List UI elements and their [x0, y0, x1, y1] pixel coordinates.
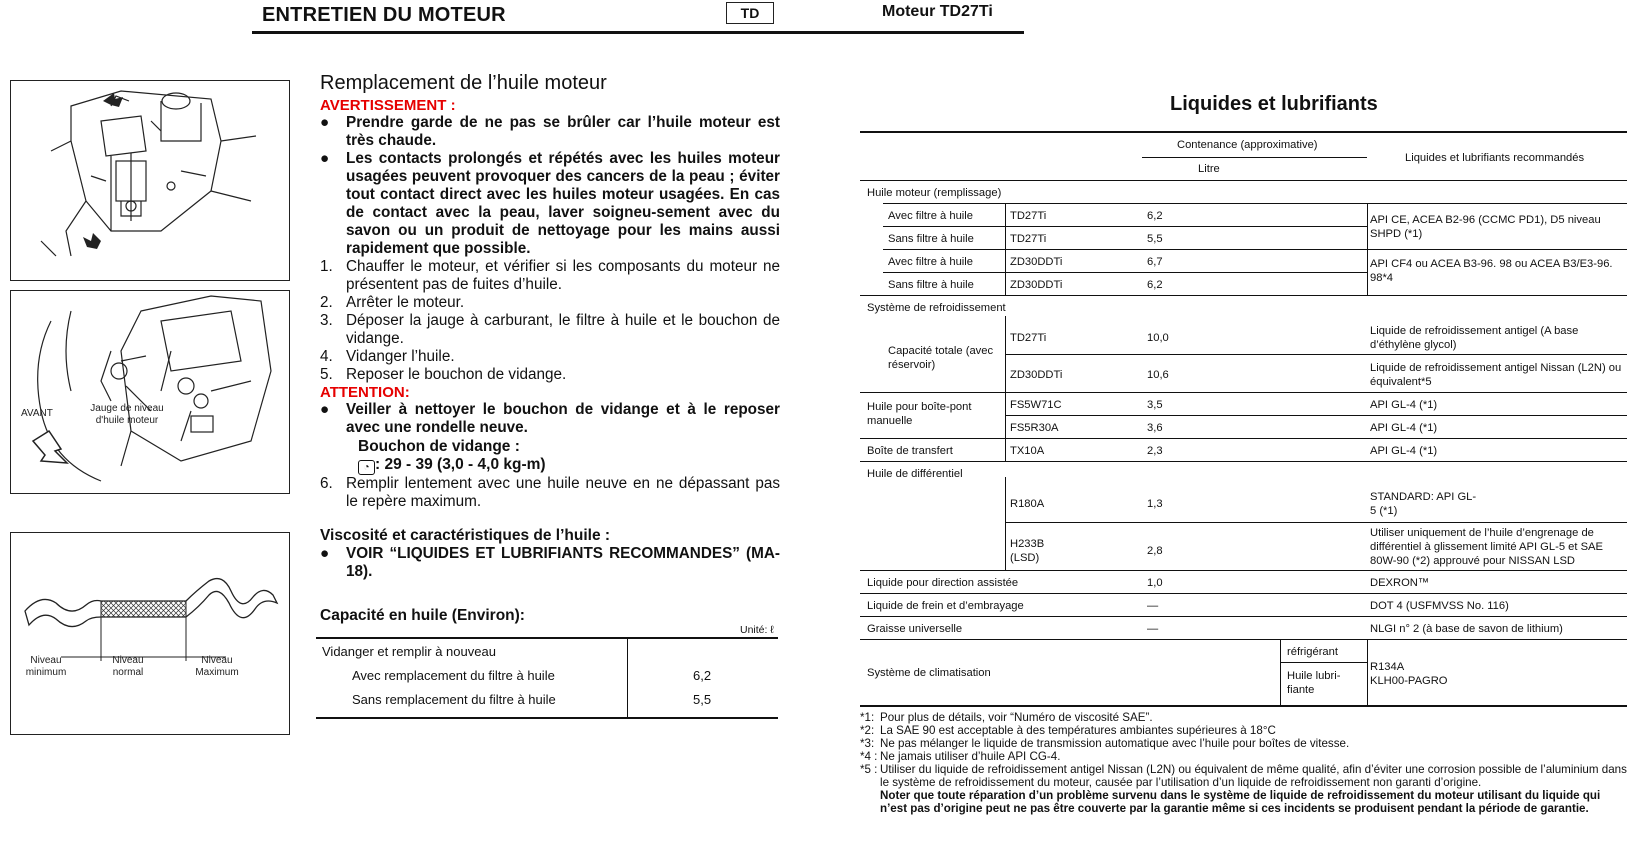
table-cell: API GL-4 (*1)	[1370, 422, 1438, 434]
table-cell: DEXRON™	[1370, 577, 1430, 589]
table-cell: —	[1147, 623, 1159, 635]
table-cell: Huile lubri-fiante	[1287, 670, 1341, 696]
level-normal-label: Niveau normal	[112, 655, 144, 678]
table-cell: TD27Ti	[1010, 233, 1047, 245]
table-divider	[627, 639, 628, 717]
warning-item: ● Prendre garde de ne pas se brûler car l’huile moteur est très chaude.	[320, 114, 780, 149]
table-cell: API CE, ACEA B2-96 (CCMC PD1), D5 niveau SHPD (*1)	[1370, 214, 1601, 240]
dipstick-location-illustration	[10, 290, 290, 494]
unit-header: Litre	[1198, 163, 1220, 175]
fluids-table-title: Liquides et lubrifiants	[1170, 93, 1378, 115]
level-min-label: Niveau minimum	[25, 655, 67, 678]
step-item: 2. Arrêter le moteur.	[320, 294, 465, 311]
engine-oil-label: Huile moteur (remplissage)	[867, 187, 1002, 199]
table-cell: TX10A	[1010, 445, 1045, 457]
table-cell: R134A	[1370, 661, 1405, 673]
step-item: 5. Reposer le bouchon de vidange.	[320, 366, 567, 383]
warning-item: ● Les contacts prolongés et répétés avec les huiles moteur usagées peuvent provoquer des cancers de la peau ; éviter tout contact direct avec les huiles moteur usagées. En cas de contact avec la peau, laver soigneu-sement avec du savon ou un produit de nettoyage pour les mains aussi rapidement que possible.	[320, 150, 780, 257]
table-cell: 2,3	[1147, 445, 1163, 457]
footnote: *1: Pour plus de détails, voir “Numéro de viscosité SAE”.	[860, 711, 1153, 724]
page-section-title: ENTRETIEN DU MOTEUR	[262, 4, 506, 26]
warning-label: AVERTISSEMENT :	[320, 97, 456, 114]
step-item: 4. Vidanger l’huile.	[320, 348, 455, 365]
table-cell: Graisse universelle	[867, 623, 963, 635]
table-cell: STANDARD: API GL-5 (*1)	[1370, 491, 1477, 517]
table-cell: API CF4 ou ACEA B3-96. 98 ou ACEA B3/E3-96. 98*4	[1370, 258, 1613, 284]
table-cell: R180A	[1010, 498, 1045, 510]
footnote-warranty: Noter que toute réparation d’un problème survenu dans le système de liquide de refroidissement du moteur utilisant du liquide qui n’est pas d’origine peut ne pas être couverte par la garantie même si ces incidents se produisent pendant la période de garantie.	[880, 789, 1601, 815]
engine-drawing-icon	[11, 81, 289, 280]
table-cell: Utiliser uniquement de l’huile d’engrenage de différentiel à glissement limité API GL-5 et SAE 80W-90 (*2) approuvé pour NISSAN LSD	[1370, 527, 1603, 567]
oil-level-dipstick-figure	[10, 532, 290, 735]
table-cell: TD27Ti	[1010, 210, 1047, 222]
table-cell: FS5W71C	[1010, 399, 1062, 411]
table-cell: Capacité totale (avec réservoir)	[888, 345, 994, 371]
table-cell: ZD30DDTi	[1010, 256, 1063, 268]
table-cell: NLGI n° 2 (à base de savon de lithium)	[1370, 623, 1563, 635]
oil-filler-illustration	[10, 80, 290, 281]
table-cell: ZD30DDTi	[1010, 279, 1063, 291]
table-rule	[316, 637, 778, 639]
table-cell: Système de climatisation	[867, 667, 991, 679]
dipstick-drawing-icon	[11, 291, 289, 493]
table-cell: 2,8	[1147, 545, 1163, 557]
table-cell: API GL-4 (*1)	[1370, 445, 1438, 457]
dipstick-label: Jauge de niveau d'huile moteur	[90, 403, 164, 426]
front-label: AVANT	[21, 408, 53, 419]
oil-table-row-value: 5,5	[693, 692, 712, 707]
table-cell: 1,3	[1147, 498, 1163, 510]
oil-table-row-value: 6,2	[693, 668, 712, 683]
engine-model-title: Moteur TD27Ti	[882, 3, 993, 20]
table-cell: ZD30DDTi	[1010, 369, 1063, 381]
table-cell: Sans filtre à huile	[888, 233, 974, 245]
table-cell: Sans filtre à huile	[888, 279, 974, 291]
oil-table-group: Vidanger et remplir à nouveau	[322, 644, 496, 659]
table-cell: Liquide de refroidissement antigel Nissan (L2N) ou équivalent*5	[1370, 362, 1622, 388]
level-max-label: Niveau Maximum	[195, 655, 239, 678]
table-cell: Avec filtre à huile	[888, 210, 973, 222]
table-cell: H233B (LSD)	[1010, 538, 1045, 564]
table-cell: Liquide de frein et d’embrayage	[867, 600, 1024, 612]
table-cell: 6,7	[1147, 256, 1163, 268]
caution-item: ● Veiller à nettoyer le bouchon de vidange et à le reposer avec une rondelle neuve.	[320, 401, 780, 436]
footnote: *2: La SAE 90 est acceptable à des températures ambiantes supérieures à 18°C	[860, 724, 1276, 737]
capacity-header: Contenance (approximative)	[1177, 139, 1318, 151]
viscosity-item: ● VOIR “LIQUIDES ET LUBRIFIANTS RECOMMANDES” (MA-18).	[320, 545, 780, 580]
step-item: 1. Chauffer le moteur, et vérifier si les composants du moteur ne présentent pas de fuites d’huile.	[320, 258, 780, 293]
footnotes	[860, 711, 1627, 815]
table-rule	[316, 717, 778, 719]
footnote: *4 : Ne jamais utiliser d’huile API CG-4.	[860, 750, 1061, 763]
recommended-header: Liquides et lubrifiants recommandés	[1405, 152, 1585, 164]
diff-label: Huile de différentiel	[867, 468, 963, 480]
table-cell: Liquide pour direction assistée	[867, 577, 1019, 589]
caution-label: ATTENTION:	[320, 384, 410, 401]
gearbox-label: Huile pour boîte-pont manuelle	[867, 401, 972, 427]
table-cell: —	[1147, 600, 1159, 612]
table-cell: API GL-4 (*1)	[1370, 399, 1438, 411]
dipstick-gauge-icon	[11, 533, 289, 734]
table-cell: réfrigérant	[1287, 646, 1338, 658]
table-cell: 10,6	[1147, 369, 1169, 381]
header-rule	[252, 31, 1024, 34]
table-cell: TD27Ti	[1010, 332, 1047, 344]
table-cell: KLH00-PAGRO	[1370, 675, 1448, 687]
table-top-rule	[860, 131, 1627, 133]
torque-wrench-icon: ◔	[358, 460, 375, 475]
table-cell: 3,5	[1147, 399, 1163, 411]
table-cell: 5,5	[1147, 233, 1163, 245]
table-cell: 6,2	[1147, 279, 1163, 291]
oil-table-row-label: Avec remplacement du filtre à huile	[352, 668, 555, 683]
table-cell: 6,2	[1147, 210, 1163, 222]
table-cell: 1,0	[1147, 577, 1163, 589]
unit-label: Unité: ℓ	[740, 624, 774, 636]
oil-table-row-label: Sans remplacement du filtre à huile	[352, 692, 556, 707]
table-cell: DOT 4 (USFMVSS No. 116)	[1370, 600, 1509, 612]
table-cell: Liquide de refroidissement antigel (A base d’éthylène glycol)	[1370, 325, 1579, 351]
cooling-label: Système de refroidissement	[867, 302, 1006, 314]
footnote: *5 : Utiliser du liquide de refroidissement antigel Nissan (L2N) ou équivalent de même qualité, afin d’éviter une corrosion possible de l’aluminium dans le système de refroidissement du moteur, causée par l’utilisation d’un liquide de refroidissement non garanti d’origine.	[860, 763, 1627, 789]
table-cell: 10,0	[1147, 332, 1169, 344]
table-cell: Avec filtre à huile	[888, 256, 973, 268]
table-bottom-rule	[860, 705, 1627, 707]
engine-type-badge: TD	[726, 2, 774, 24]
step-item: 6. Remplir lentement avec une huile neuve en ne dépassant pas le repère maximum.	[320, 475, 780, 510]
torque-spec: ◔ : 29 - 39 (3,0 - 4,0 kg-m)	[358, 456, 780, 475]
viscosity-heading: Viscosité et caractéristiques de l’huile :	[320, 527, 611, 544]
table-cell: FS5R30A	[1010, 422, 1059, 434]
oil-change-procedure	[318, 72, 780, 625]
table-cell: Boîte de transfert	[867, 445, 953, 457]
table-cell: 3,6	[1147, 422, 1163, 434]
step-item: 3. Déposer la jauge à carburant, le filtre à huile et le bouchon de vidange.	[320, 312, 780, 347]
oil-capacity-heading: Capacité en huile (Environ):	[320, 607, 525, 624]
procedure-heading: Remplacement de l’huile moteur	[320, 72, 607, 94]
footnote: *3: Ne pas mélanger le liquide de transmission automatique avec l’huile pour boîtes de vitesse.	[860, 737, 1350, 750]
drain-plug-label: Bouchon de vidange :	[358, 438, 520, 455]
